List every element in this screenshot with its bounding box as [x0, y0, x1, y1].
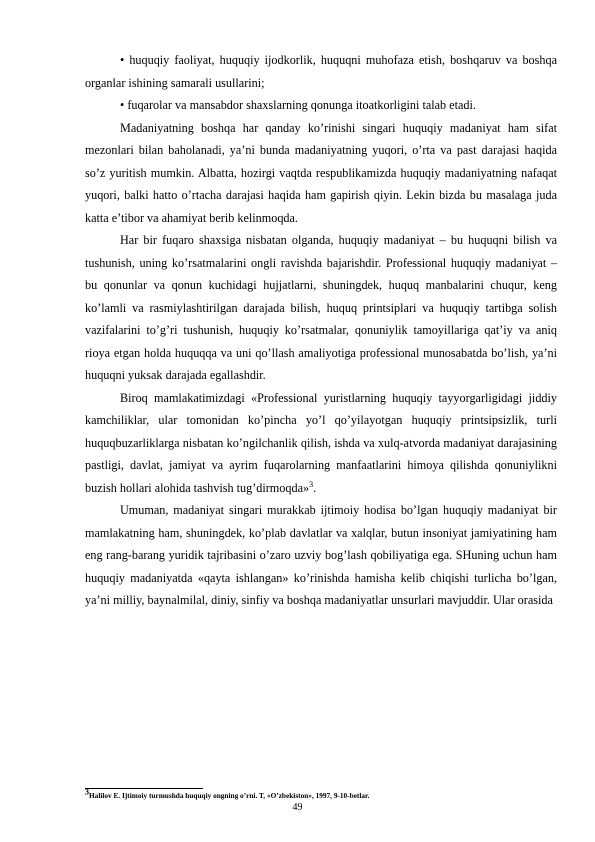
paragraph-5 — [85, 387, 557, 500]
paragraph-6: Umuman, madaniyat singari murakkab ijtimoiy hodisa bo’lgan huquqiy madaniyat bir mamlakatning ham, shuningdek, ko’plab davlatlar va xalqlar, butun insoniyat jamiyatining ham eng rang-barang yuridik tajribasini o’zaro uzviy bog’lash qobiliyatiga ega. SHuning uchun ham huquqiy madaniyatda «qayta ishlangan» ko’rinishda hamisha kelib chiqishi turlicha bo’lgan, ya’ni milliy, baynalmilal, diniy, sinfiy va boshqa madaniyatlar unsurlari mavjuddir. Ular orasida — [85, 503, 557, 607]
paragraph-5-end: . — [313, 480, 317, 495]
page-number: 49 — [292, 802, 303, 813]
paragraph-3: Madaniyatning boshqa har qanday ko’rinishi singari huquqiy madaniyat ham sifat mezonlari bilan baholanadi, ya’ni bunda madaniyatning yuqori, o’rta va past darajasi haqida so’z yuritish mumkin. Albatta, hozirgi vaqtda respublikamizda huquqiy madaniyatning nafaqat yuqori, balki hatto o’rtacha darajasi haqida ham gapirish qiyin. Lekin bizda bu masalaga juda katta e’tibor va ahamiyat berib kelinmoqda. — [85, 120, 557, 225]
footnote-divider — [85, 788, 203, 789]
paragraph-5-text: Biroq mamlakatimizdagi «Professional yuristlarning huquqiy tayyorgarligidagi jiddiy kamchiliklar, ular tomonidan ko’pincha yo’l qo’yilayotgan huquqiy printsipsizlik, turli huquqbuzarliklarga nisbatan ko’ngilchanlik qilish, ishda va xulq-atvorda madaniyat darajasining pastligi, davlat, jamiyat va ayrim fuqarolarning manfaatlarini himoya qilishda qonuniylikni buzish hollari alohida tashvish tug’dirmoqda» — [85, 390, 557, 495]
footnote — [85, 787, 557, 801]
body-text — [85, 49, 557, 612]
footnote-marker: 3 — [85, 787, 89, 797]
footnote-reference: 3 — [309, 479, 314, 489]
paragraph-4: Har bir fuqaro shaxsiga nisbatan olganda, huquqiy madaniyat – bu huquqni bilish va tushunish, uning ko’rsatmalarini ongli ravishda bajarishdir. Professional huquqiy madaniyat – bu qonunlar va qonun kuchidagi hujjatlarni, shuningdek, huquq manbalarini chuqur, keng ko’lamli va rasmiylashtirilgan darajada bilish, huquq printsiplari va huquqiy tartibga solish vazifalarini to’g’ri tushunish, huquqiy ko’rsatmalar, qonuniylik tamoyillariga qat’iy va aniq rioya etgan holda huquqqa va uni qo’llash amaliyotiga professional munosabatda bo’lish, ya’ni huquqni yuksak darajada egallashdir. — [85, 233, 557, 382]
footnote-text: Halilov E. Ijtimoiy turmushda huquqiy ongning o’rni. T, «O’zbekiston», 1997, 9-10-betlar. — [89, 791, 370, 800]
paragraph-bullet-2: • fuqarolar va mansabdor shaxslarning qonunga itoatkorligini talab etadi. — [120, 98, 476, 112]
paragraph-bullet-1: • huquqiy faoliyat, huquqiy ijodkorlik, huquqni muhofaza etish, boshqaruv va boshqa organlar ishining samarali usullarini; — [85, 53, 557, 90]
